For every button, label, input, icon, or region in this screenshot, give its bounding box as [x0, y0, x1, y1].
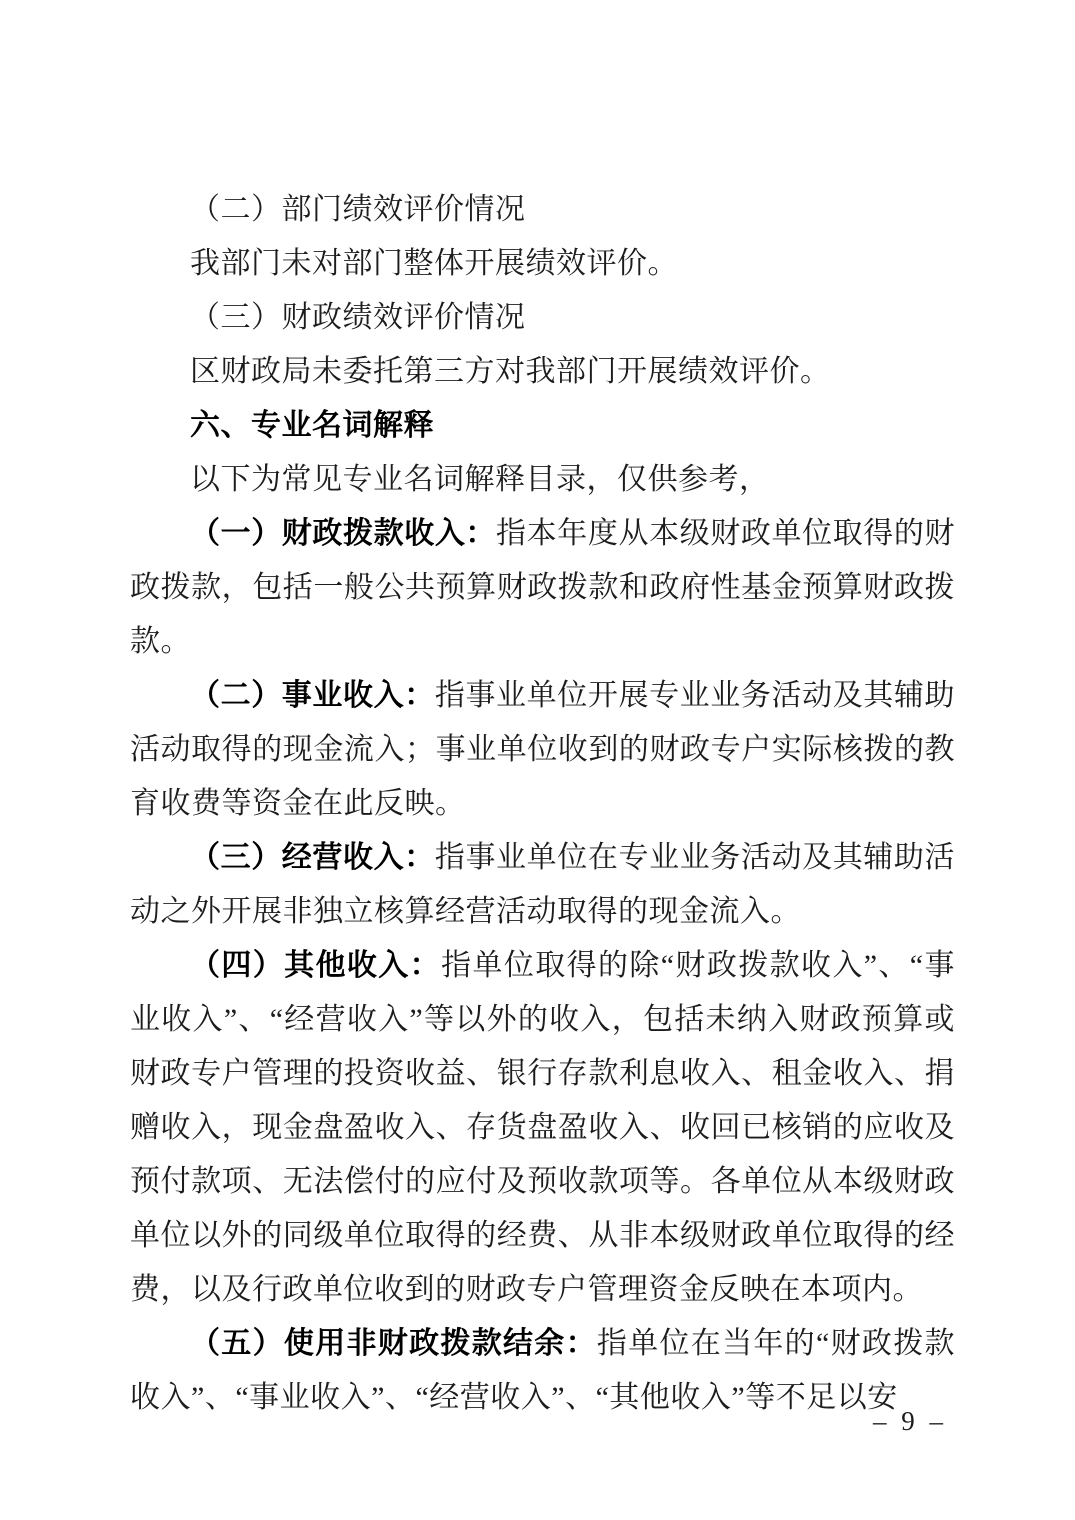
- term-label: （五）使用非财政拨款结余：: [190, 1327, 597, 1360]
- term-definition: 指本年度从本级财政单位取得的财政拨款，包括一般公共预算财政拨款和政府性基金预算财政拨款。: [130, 517, 956, 658]
- page-number: – 9 –: [873, 1406, 947, 1436]
- term-paragraph: [130, 939, 955, 1317]
- term-paragraph: [130, 831, 955, 939]
- term-paragraph: [130, 1317, 955, 1425]
- paragraph: 区财政局未委托第三方对我部门开展绩效评价。: [190, 355, 831, 388]
- document-body: [130, 183, 955, 1425]
- paragraph: 我部门未对部门整体开展绩效评价。: [190, 247, 678, 280]
- section-heading: 六、专业名词解释: [190, 409, 434, 442]
- term-label: （二）事业收入：: [190, 679, 435, 712]
- term-paragraph: [130, 669, 955, 831]
- term-label: （三）经营收入：: [190, 841, 435, 874]
- term-definition: 指事业单位开展专业业务活动及其辅助活动取得的现金流入；事业单位收到的财政专户实际核拨的教育收费等资金在此反映。: [130, 679, 956, 820]
- paragraph: 以下为常见专业名词解释目录，仅供参考，: [190, 463, 770, 496]
- term-label: （四）其他收入：: [190, 949, 442, 982]
- term-definition: 指单位取得的除“财政拨款收入”、“事业收入”、“经营收入”等以外的收入，包括未纳入财政预算或财政专户管理的投资收益、银行存款利息收入、租金收入、捐赠收入，现金盘盈收入、存货盘盈收入、收回已核销的应收及预付款项、无法偿付的应付及预收款项等。各单位从本级财政单位以外的同级单位取得的经费、从非本级财政单位取得的经费，以及行政单位收到的财政专户管理资金反映在本项内。: [130, 949, 956, 1306]
- term-definition: 指单位在当年的“财政拨款收入”、“事业收入”、“经营收入”、“其他收入”等不足以安: [130, 1327, 955, 1414]
- section-subheading: （三）财政绩效评价情况: [190, 301, 526, 334]
- term-definition: 指事业单位在专业业务活动及其辅助活动之外开展非独立核算经营活动取得的现金流入。: [130, 841, 956, 928]
- term-label: （一）财政拨款收入：: [190, 517, 497, 550]
- term-paragraph: [130, 507, 955, 669]
- section-subheading: （二）部门绩效评价情况: [190, 193, 526, 226]
